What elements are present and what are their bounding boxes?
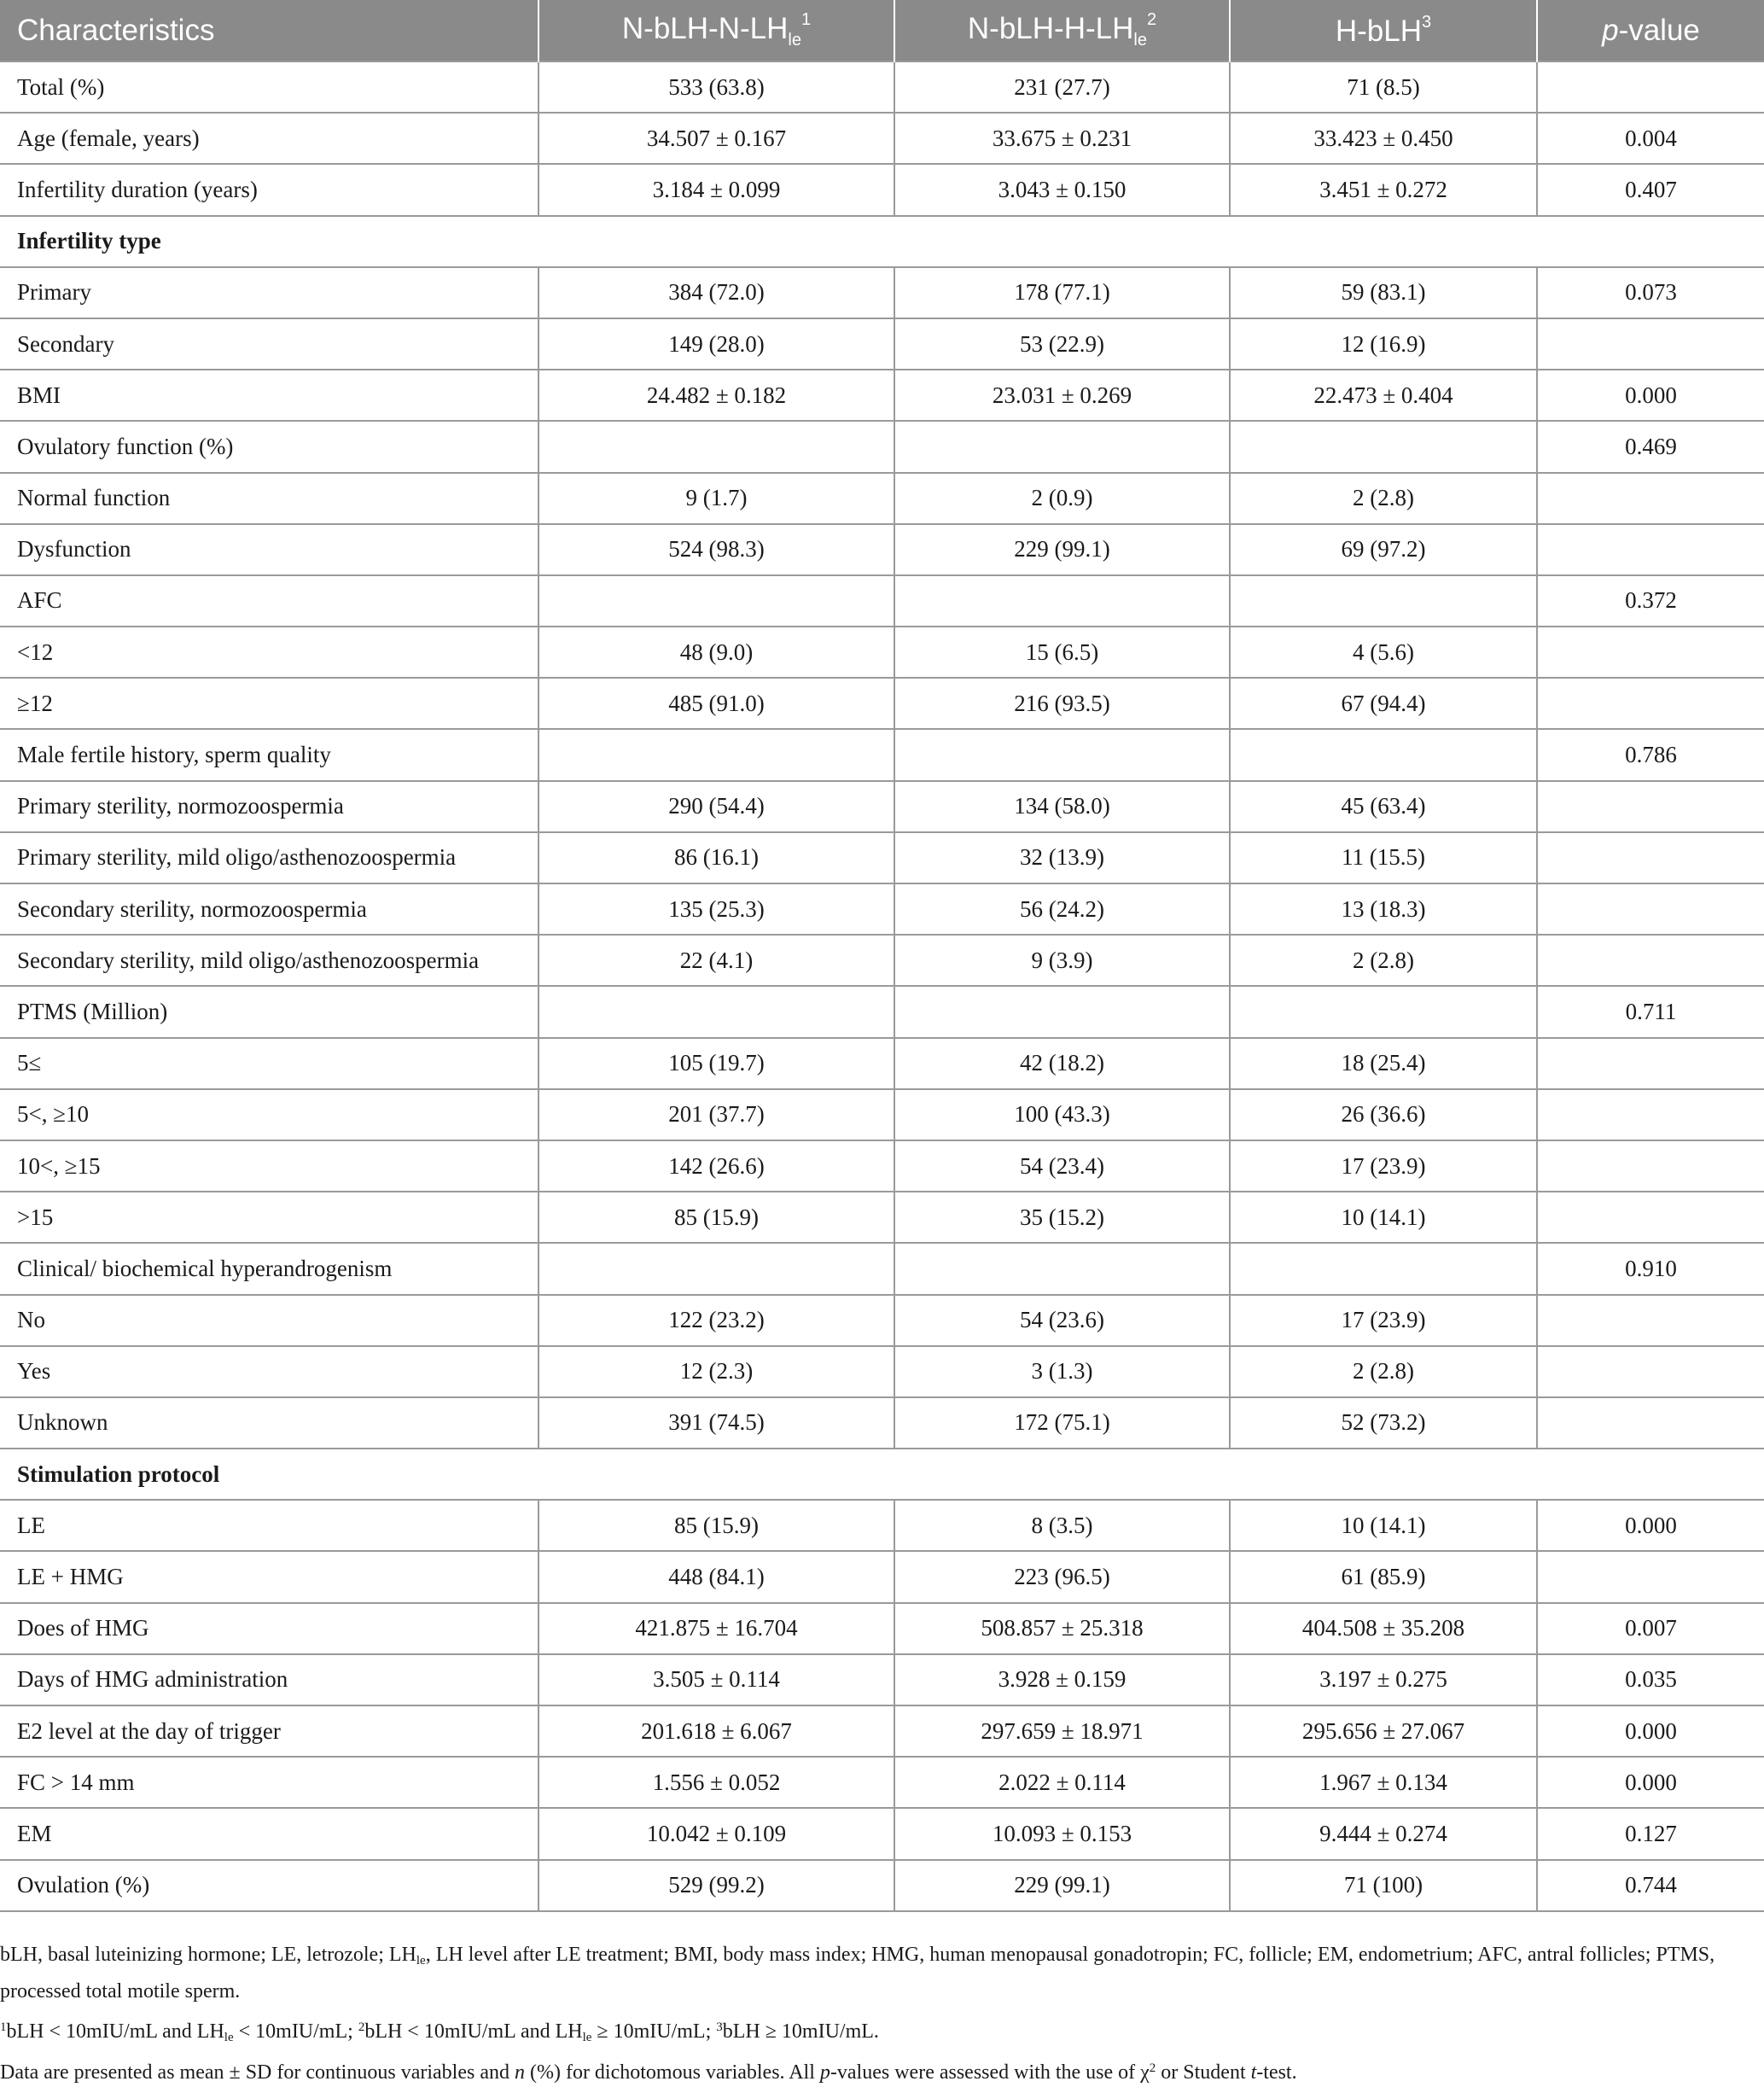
cell-p-value: 0.000 xyxy=(1537,370,1764,421)
cell-group-2: 216 (93.5) xyxy=(894,678,1230,729)
header-row xyxy=(0,0,1764,61)
cell-p-value xyxy=(1537,473,1764,524)
cell-group-2: 2 (0.9) xyxy=(894,473,1230,524)
row-label: LE + HMG xyxy=(0,1551,539,1602)
table-row xyxy=(0,1551,1764,1602)
section-label: Stimulation protocol xyxy=(0,1449,1764,1500)
table-row xyxy=(0,1243,1764,1294)
cell-group-3 xyxy=(1230,1243,1537,1294)
row-label: Primary sterility, mild oligo/asthenozoospermia xyxy=(0,832,539,883)
footnote-data-note xyxy=(0,2053,1758,2088)
fn-abbrev-b: , LH level after LE treatment; BMI, body mass index; HMG, human menopausal gonadotropin; FC, follicle; EM, endometrium; AFC, antral follicles; PTMS, processed total motile sperm. xyxy=(0,1944,1715,2003)
row-label: Ovulatory function (%) xyxy=(0,421,539,472)
section-row xyxy=(0,1449,1764,1500)
cell-p-value xyxy=(1537,781,1764,832)
cell-p-value xyxy=(1537,61,1764,113)
cell-group-3: 2 (2.8) xyxy=(1230,1346,1537,1397)
cell-p-value xyxy=(1537,1089,1764,1140)
cell-group-1: 533 (63.8) xyxy=(539,61,894,113)
row-label: E2 level at the day of trigger xyxy=(0,1705,539,1757)
cell-group-1: 48 (9.0) xyxy=(539,627,894,678)
cell-group-3: 3.197 ± 0.275 xyxy=(1230,1654,1537,1705)
cell-group-3: 2 (2.8) xyxy=(1230,935,1537,986)
cell-group-1: 3.505 ± 0.114 xyxy=(539,1654,894,1705)
cell-p-value xyxy=(1537,1551,1764,1602)
cell-group-3: 11 (15.5) xyxy=(1230,832,1537,883)
cell-group-1: 448 (84.1) xyxy=(539,1551,894,1602)
cell-group-1: 85 (15.9) xyxy=(539,1192,894,1243)
cell-group-1 xyxy=(539,986,894,1037)
cell-group-1: 10.042 ± 0.109 xyxy=(539,1808,894,1859)
cell-group-1: 135 (25.3) xyxy=(539,883,894,935)
table-row xyxy=(0,883,1764,935)
fn-sup-3: 3 xyxy=(716,2020,723,2034)
cell-p-value: 0.000 xyxy=(1537,1757,1764,1808)
cell-group-2: 9 (3.9) xyxy=(894,935,1230,986)
cell-p-value xyxy=(1537,524,1764,575)
cell-group-3: 17 (23.9) xyxy=(1230,1295,1537,1346)
cell-group-3: 9.444 ± 0.274 xyxy=(1230,1808,1537,1859)
cell-p-value: 0.469 xyxy=(1537,421,1764,472)
cell-p-value: 0.073 xyxy=(1537,267,1764,318)
cell-p-value: 0.786 xyxy=(1537,729,1764,780)
fn-data-b: (%) for dichotomous variables. All xyxy=(524,2061,820,2084)
cell-group-1: 122 (23.2) xyxy=(539,1295,894,1346)
header-p-rest: -value xyxy=(1618,13,1700,47)
row-label: PTMS (Million) xyxy=(0,986,539,1037)
header-group-3 xyxy=(1230,0,1537,61)
cell-group-1 xyxy=(539,1243,894,1294)
cell-group-1: 85 (15.9) xyxy=(539,1500,894,1551)
cell-group-2: 15 (6.5) xyxy=(894,627,1230,678)
fn-abbrev-sub: le xyxy=(416,1954,426,1968)
cell-group-2: 3 (1.3) xyxy=(894,1346,1230,1397)
cell-group-2 xyxy=(894,575,1230,627)
row-label: Total (%) xyxy=(0,61,539,113)
fn-def-1-sub: le xyxy=(224,2031,234,2044)
row-label: Days of HMG administration xyxy=(0,1654,539,1705)
cell-group-2: 10.093 ± 0.153 xyxy=(894,1808,1230,1859)
row-label: AFC xyxy=(0,575,539,627)
cell-group-1 xyxy=(539,729,894,780)
header-group-3-sup: 3 xyxy=(1422,12,1432,32)
cell-group-2: 178 (77.1) xyxy=(894,267,1230,318)
fn-def-2: bLH < 10mIU/mL and LH xyxy=(364,2020,583,2043)
cell-group-1: 529 (99.2) xyxy=(539,1860,894,1911)
header-group-1-sup: 1 xyxy=(800,10,812,29)
fn-sup-1: 1 xyxy=(0,2020,7,2034)
cell-group-1: 1.556 ± 0.052 xyxy=(539,1757,894,1808)
cell-group-3: 1.967 ± 0.134 xyxy=(1230,1757,1537,1808)
cell-group-3: 2 (2.8) xyxy=(1230,473,1537,524)
table-row xyxy=(0,61,1764,113)
cell-group-3: 12 (16.9) xyxy=(1230,318,1537,370)
header-p-italic: p xyxy=(1602,13,1619,47)
row-label: Ovulation (%) xyxy=(0,1860,539,1911)
row-label: Does of HMG xyxy=(0,1603,539,1654)
cell-group-1: 290 (54.4) xyxy=(539,781,894,832)
cell-p-value: 0.000 xyxy=(1537,1705,1764,1757)
cell-group-3: 18 (25.4) xyxy=(1230,1038,1537,1089)
cell-group-3 xyxy=(1230,575,1537,627)
row-label: ≥12 xyxy=(0,678,539,729)
row-label: Normal function xyxy=(0,473,539,524)
header-group-2 xyxy=(894,0,1230,61)
row-label: BMI xyxy=(0,370,539,421)
fn-def-2-b: ≥ 10mIU/mL; xyxy=(591,2020,717,2043)
cell-group-2 xyxy=(894,986,1230,1037)
table-row xyxy=(0,1295,1764,1346)
cell-p-value xyxy=(1537,883,1764,935)
header-characteristics: Characteristics xyxy=(0,0,539,61)
cell-p-value: 0.007 xyxy=(1537,1603,1764,1654)
fn-data-p: p xyxy=(819,2061,830,2084)
cell-group-1: 105 (19.7) xyxy=(539,1038,894,1089)
cell-p-value: 0.407 xyxy=(1537,164,1764,215)
table-row xyxy=(0,524,1764,575)
cell-p-value xyxy=(1537,678,1764,729)
cell-group-1: 524 (98.3) xyxy=(539,524,894,575)
cell-group-1: 24.482 ± 0.182 xyxy=(539,370,894,421)
cell-group-3: 52 (73.2) xyxy=(1230,1397,1537,1449)
row-label: 5<, ≥10 xyxy=(0,1089,539,1140)
table-row xyxy=(0,1140,1764,1192)
fn-data-d: or Student xyxy=(1156,2061,1251,2084)
row-label: Male fertile history, sperm quality xyxy=(0,729,539,780)
row-label: LE xyxy=(0,1500,539,1551)
cell-group-3: 59 (83.1) xyxy=(1230,267,1537,318)
cell-group-3: 4 (5.6) xyxy=(1230,627,1537,678)
fn-data-a: Data are presented as mean ± SD for continuous variables and xyxy=(0,2061,515,2084)
row-label: Age (female, years) xyxy=(0,113,539,164)
row-label: Dysfunction xyxy=(0,524,539,575)
cell-group-3: 3.451 ± 0.272 xyxy=(1230,164,1537,215)
table-row xyxy=(0,729,1764,780)
cell-group-1: 384 (72.0) xyxy=(539,267,894,318)
cell-group-1: 86 (16.1) xyxy=(539,832,894,883)
header-group-2-sup: 2 xyxy=(1146,10,1157,29)
cell-group-2 xyxy=(894,421,1230,472)
row-label: Clinical/ biochemical hyperandrogenism xyxy=(0,1243,539,1294)
table-row xyxy=(0,832,1764,883)
header-group-2-sub: le xyxy=(1133,31,1147,50)
cell-group-3: 33.423 ± 0.450 xyxy=(1230,113,1537,164)
cell-group-2: 3.043 ± 0.150 xyxy=(894,164,1230,215)
table-footnotes xyxy=(0,1939,1758,2088)
cell-group-1: 149 (28.0) xyxy=(539,318,894,370)
cell-group-2: 33.675 ± 0.231 xyxy=(894,113,1230,164)
cell-p-value xyxy=(1537,1140,1764,1192)
fn-data-n: n xyxy=(514,2061,525,2084)
cell-group-3: 17 (23.9) xyxy=(1230,1140,1537,1192)
cell-group-3: 61 (85.9) xyxy=(1230,1551,1537,1602)
table-row xyxy=(0,1089,1764,1140)
row-label: 5≤ xyxy=(0,1038,539,1089)
cell-group-1: 201.618 ± 6.067 xyxy=(539,1705,894,1757)
cell-group-1: 3.184 ± 0.099 xyxy=(539,164,894,215)
fn-def-2-sub: le xyxy=(582,2031,592,2044)
cell-group-3 xyxy=(1230,986,1537,1037)
cell-group-3: 26 (36.6) xyxy=(1230,1089,1537,1140)
cell-group-3: 13 (18.3) xyxy=(1230,883,1537,935)
cell-p-value: 0.711 xyxy=(1537,986,1764,1037)
fn-data-t: t xyxy=(1250,2061,1257,2084)
header-group-1 xyxy=(539,0,894,61)
cell-group-1: 485 (91.0) xyxy=(539,678,894,729)
row-label: Unknown xyxy=(0,1397,539,1449)
row-label: Yes xyxy=(0,1346,539,1397)
table-row xyxy=(0,318,1764,370)
header-p-value xyxy=(1537,0,1764,61)
table-row xyxy=(0,113,1764,164)
cell-group-1: 421.875 ± 16.704 xyxy=(539,1603,894,1654)
cell-group-3: 295.656 ± 27.067 xyxy=(1230,1705,1537,1757)
row-label: Secondary sterility, mild oligo/asthenozoospermia xyxy=(0,935,539,986)
cell-group-2: 8 (3.5) xyxy=(894,1500,1230,1551)
cell-group-2: 229 (99.1) xyxy=(894,1860,1230,1911)
footnote-abbreviations xyxy=(0,1939,1758,2007)
cell-p-value xyxy=(1537,1397,1764,1449)
cell-group-2: 54 (23.6) xyxy=(894,1295,1230,1346)
cell-p-value xyxy=(1537,1038,1764,1089)
table-row xyxy=(0,935,1764,986)
cell-group-2: 2.022 ± 0.114 xyxy=(894,1757,1230,1808)
table-row xyxy=(0,986,1764,1037)
table-row xyxy=(0,781,1764,832)
fn-sup-2: 2 xyxy=(358,2020,365,2034)
fn-data-sup: 2 xyxy=(1149,2061,1156,2075)
cell-group-3: 10 (14.1) xyxy=(1230,1192,1537,1243)
cell-group-2: 42 (18.2) xyxy=(894,1038,1230,1089)
cell-group-2: 100 (43.3) xyxy=(894,1089,1230,1140)
row-label: Secondary xyxy=(0,318,539,370)
header-group-1-text: N-bLH-N-LH xyxy=(621,12,789,45)
cell-group-3: 404.508 ± 35.208 xyxy=(1230,1603,1537,1654)
cell-group-1 xyxy=(539,575,894,627)
row-label: <12 xyxy=(0,627,539,678)
cell-group-1: 12 (2.3) xyxy=(539,1346,894,1397)
fn-data-e: -test. xyxy=(1256,2061,1297,2084)
table-row xyxy=(0,421,1764,472)
cell-p-value: 0.004 xyxy=(1537,113,1764,164)
cell-group-2: 53 (22.9) xyxy=(894,318,1230,370)
cell-group-3: 67 (94.4) xyxy=(1230,678,1537,729)
table-row xyxy=(0,164,1764,215)
cell-group-2 xyxy=(894,1243,1230,1294)
cell-group-3 xyxy=(1230,729,1537,780)
cell-group-3 xyxy=(1230,421,1537,472)
cell-group-3: 71 (8.5) xyxy=(1230,61,1537,113)
cell-group-1 xyxy=(539,421,894,472)
row-label: 10<, ≥15 xyxy=(0,1140,539,1192)
cell-group-2: 172 (75.1) xyxy=(894,1397,1230,1449)
row-label: EM xyxy=(0,1808,539,1859)
section-label: Infertility type xyxy=(0,216,1764,267)
cell-p-value xyxy=(1537,627,1764,678)
section-row xyxy=(0,216,1764,267)
table-row xyxy=(0,370,1764,421)
cell-p-value xyxy=(1537,1192,1764,1243)
cell-group-3: 10 (14.1) xyxy=(1230,1500,1537,1551)
table-row xyxy=(0,1705,1764,1757)
row-label: >15 xyxy=(0,1192,539,1243)
cell-group-2: 297.659 ± 18.971 xyxy=(894,1705,1230,1757)
cell-group-1: 9 (1.7) xyxy=(539,473,894,524)
table-header xyxy=(0,0,1764,61)
cell-group-2: 35 (15.2) xyxy=(894,1192,1230,1243)
table-row xyxy=(0,575,1764,627)
row-label: Secondary sterility, normozoospermia xyxy=(0,883,539,935)
cell-group-1: 22 (4.1) xyxy=(539,935,894,986)
cell-group-2: 508.857 ± 25.318 xyxy=(894,1603,1230,1654)
fn-def-3: bLH ≥ 10mIU/mL. xyxy=(722,2020,879,2043)
table-row xyxy=(0,1757,1764,1808)
row-label: No xyxy=(0,1295,539,1346)
cell-group-2: 23.031 ± 0.269 xyxy=(894,370,1230,421)
table-row xyxy=(0,1397,1764,1449)
row-label: Primary sterility, normozoospermia xyxy=(0,781,539,832)
cell-group-3: 45 (63.4) xyxy=(1230,781,1537,832)
cell-p-value: 0.127 xyxy=(1537,1808,1764,1859)
fn-data-c: -values were assessed with the use of χ xyxy=(830,2061,1150,2084)
cell-group-2 xyxy=(894,729,1230,780)
table-row xyxy=(0,1346,1764,1397)
table-row xyxy=(0,473,1764,524)
cell-group-2: 3.928 ± 0.159 xyxy=(894,1654,1230,1705)
cell-group-3: 69 (97.2) xyxy=(1230,524,1537,575)
cell-group-1: 142 (26.6) xyxy=(539,1140,894,1192)
table-row xyxy=(0,1500,1764,1551)
fn-def-1-b: < 10mIU/mL; xyxy=(233,2020,358,2043)
cell-group-1: 34.507 ± 0.167 xyxy=(539,113,894,164)
table-body xyxy=(0,61,1764,1911)
cell-group-2: 231 (27.7) xyxy=(894,61,1230,113)
row-label: Primary xyxy=(0,267,539,318)
cell-p-value: 0.744 xyxy=(1537,1860,1764,1911)
cell-p-value xyxy=(1537,1346,1764,1397)
cell-group-1: 201 (37.7) xyxy=(539,1089,894,1140)
table-row xyxy=(0,1860,1764,1911)
row-label: Infertility duration (years) xyxy=(0,164,539,215)
header-group-2-text: N-bLH-H-LH xyxy=(967,12,1134,45)
cell-p-value xyxy=(1537,832,1764,883)
table-row xyxy=(0,1192,1764,1243)
cell-p-value xyxy=(1537,1295,1764,1346)
cell-p-value: 0.035 xyxy=(1537,1654,1764,1705)
row-label: FC > 14 mm xyxy=(0,1757,539,1808)
header-group-1-sub: le xyxy=(788,31,801,50)
cell-group-2: 56 (24.2) xyxy=(894,883,1230,935)
table-row xyxy=(0,1603,1764,1654)
cell-p-value: 0.372 xyxy=(1537,575,1764,627)
cell-group-3: 71 (100) xyxy=(1230,1860,1537,1911)
table-row xyxy=(0,627,1764,678)
header-group-3-text: H-bLH xyxy=(1335,14,1422,48)
cell-group-2: 54 (23.4) xyxy=(894,1140,1230,1192)
footnote-group-definitions xyxy=(0,2012,1758,2053)
table-row xyxy=(0,267,1764,318)
cell-group-3: 22.473 ± 0.404 xyxy=(1230,370,1537,421)
fn-def-1: bLH < 10mIU/mL and LH xyxy=(6,2020,224,2043)
fn-abbrev-a: bLH, basal luteinizing hormone; LE, letrozole; LH xyxy=(0,1944,416,1966)
cell-group-2: 223 (96.5) xyxy=(894,1551,1230,1602)
cell-p-value xyxy=(1537,318,1764,370)
cell-group-2: 229 (99.1) xyxy=(894,524,1230,575)
table-row xyxy=(0,678,1764,729)
cell-p-value xyxy=(1537,935,1764,986)
cell-group-2: 32 (13.9) xyxy=(894,832,1230,883)
cell-group-2: 134 (58.0) xyxy=(894,781,1230,832)
table-row xyxy=(0,1038,1764,1089)
cell-p-value: 0.000 xyxy=(1537,1500,1764,1551)
table-row xyxy=(0,1808,1764,1859)
table-row xyxy=(0,1654,1764,1705)
cell-group-1: 391 (74.5) xyxy=(539,1397,894,1449)
cell-p-value: 0.910 xyxy=(1537,1243,1764,1294)
